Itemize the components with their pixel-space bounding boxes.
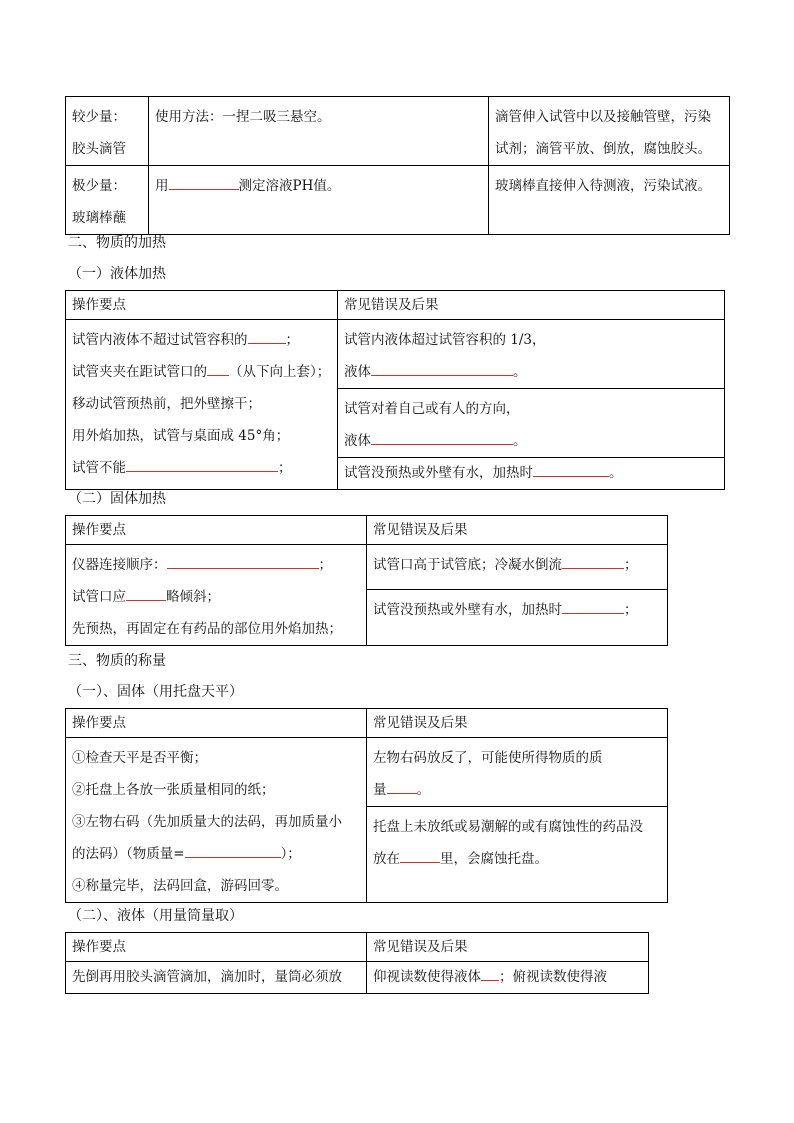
table-dropper-glassrod [65,96,730,235]
subsection-heading: （一）、固体（用托盘天平） [68,684,243,700]
table-solid-heating [65,515,668,646]
subsection-heading: （二）固体加热 [68,491,166,507]
cell-text: 使用方法：一捏二吸三悬空。 [155,109,331,125]
subsection-heading: （二）、液体（用量筒量取） [68,908,243,924]
list-item: 移动试管预热前，把外壁擦干； [72,396,261,412]
cell-text: 仰视读数使得液体 [373,969,481,985]
list-item: 仪器连接顺序： ； [72,549,360,581]
fill-blank[interactable] [167,554,319,569]
column-header: 操作要点 [66,516,367,545]
cell-error [367,589,668,645]
column-header: 常见错误及后果 [367,516,668,545]
cell-operation-points [66,738,367,903]
list-item: ②托盘上各放一张质量相同的纸； [72,782,275,798]
column-header: 操作要点 [66,933,367,962]
column-header: 操作要点 [66,709,367,738]
cell-error [338,389,725,458]
fill-blank[interactable] [126,457,278,472]
list-item: ③左物右码（先加质量大的法码，再加质量小 [72,814,342,830]
cell-text: 测定溶液PH值。 [238,178,341,194]
table-header-row [66,291,725,320]
column-header: 常见错误及后果 [338,291,725,320]
cell-text: 液体 。 [344,425,718,457]
list-item: ④称量完毕，法码回盒，游码回零。 [72,878,288,894]
fill-blank[interactable] [400,848,440,863]
cell-text: 液体 。 [344,356,718,388]
cell-error [489,97,730,166]
list-item: 试管夹夹在距试管口的 （从下向上套）； [72,356,331,388]
table-header-row [66,709,668,738]
table-row [66,320,725,389]
cell-amount-tiny [66,166,149,235]
fill-blank[interactable] [126,586,166,601]
cell-usage [149,97,489,166]
cell-error [338,320,725,389]
table-weighing-solid [65,708,668,903]
cell-text: 较少量： [72,109,126,125]
cell-text: 试管对着自己或有人的方向， [344,401,520,417]
fill-blank[interactable] [371,361,513,376]
section-heading: 三、物质的称量 [68,653,166,669]
fill-blank[interactable] [169,175,239,190]
cell-error [489,166,730,235]
cell-error [367,545,668,590]
cell-text: 试管没预热或外壁有水，加热时 。 [344,460,718,486]
fill-blank[interactable] [562,599,624,614]
cell-text: 放在 里，会腐蚀托盘。 [373,843,661,875]
column-header: 常见错误及后果 [367,709,668,738]
cell-text: 左物右码放反了，可能使所得物质的质 [373,750,603,766]
list-item: 的法码）（物质量= ）； [72,838,360,870]
cell-text: 托盘上未放纸或易潮解的或有腐蚀性的药品没 [373,819,643,835]
cell-text: 玻璃棒蘸 [72,210,126,226]
table-liquid-heating [65,290,725,490]
cell-operation-points [66,545,367,646]
fill-blank[interactable] [481,966,499,981]
cell-text: 试管内液体超过试管容积的 1/3， [344,332,546,348]
table-header-row [66,933,649,962]
cell-operation-points [66,962,367,994]
table-row [66,545,668,590]
cell-text: 用 [155,178,169,194]
cell-usage [149,166,489,235]
table-measuring-liquid [65,932,649,994]
fill-blank[interactable] [371,430,513,445]
cell-error [367,962,649,994]
cell-text: 试管没预热或外壁有水，加热时 ； [373,594,661,626]
table-row [66,738,668,807]
table-row [66,97,730,166]
list-item: 先预热，再固定在有药品的部位用外焰加热； [72,621,342,637]
table-header-row [66,516,668,545]
cell-error [367,738,668,807]
table-row [66,962,649,994]
cell-amount-small [66,97,149,166]
cell-text: 胶头滴管 [72,141,126,157]
subsection-heading: （一）液体加热 [68,266,166,282]
table-row [66,166,730,235]
fill-blank[interactable] [248,329,286,344]
cell-error [367,807,668,903]
cell-text: 极少量： [72,178,126,194]
cell-text: ；俯视读数使得液 [499,969,607,985]
fill-blank[interactable] [387,779,417,794]
fill-blank[interactable] [533,462,609,477]
fill-blank[interactable] [185,843,281,858]
fill-blank[interactable] [207,361,229,376]
cell-error [338,458,725,490]
cell-text: 试剂；滴管平放、倒放，腐蚀胶头。 [495,141,711,157]
fill-blank[interactable] [562,554,624,569]
list-item: 试管口应 略倾斜； [72,581,360,613]
cell-text: 滴管伸入试管中以及接触管壁，污染 [495,109,711,125]
cell-text: 先倒再用胶头滴管滴加，滴加时，量筒必须放 [72,969,342,985]
list-item: 试管不能 ； [72,452,331,484]
list-item: 用外焰加热，试管与桌面成 45°角； [72,428,290,444]
cell-text: 量 。 [373,774,661,806]
list-item: 试管内液体不超过试管容积的 ； [72,324,331,356]
cell-text: 试管口高于试管底；冷凝水倒流 ； [373,549,661,581]
column-header: 常见错误及后果 [367,933,649,962]
cell-operation-points [66,320,338,490]
section-heading: 二、物质的加热 [68,235,166,251]
cell-text: 玻璃棒直接伸入待测液，污染试液。 [495,178,711,194]
column-header: 操作要点 [66,291,338,320]
list-item: ①检查天平是否平衡； [72,750,207,766]
